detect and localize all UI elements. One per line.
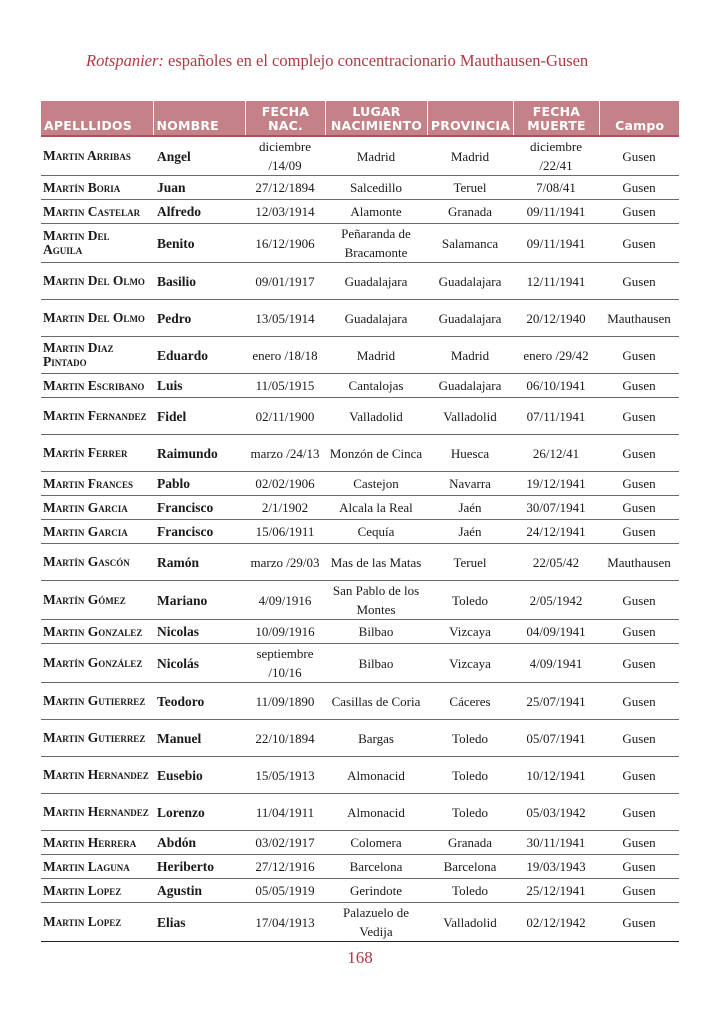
cell-apellidos: Martín Ferrer [41, 435, 153, 472]
table-row [41, 263, 679, 300]
table-row [41, 831, 679, 855]
cell-fecha-muerte: 12/11/1941 [513, 263, 599, 300]
cell-lugar: Bilbao [325, 644, 427, 683]
cell-campo: Gusen [599, 200, 679, 224]
running-head [86, 51, 588, 71]
cell-apellidos: Martin Castelar [41, 200, 153, 224]
cell-apellidos: Martin Frances [41, 472, 153, 496]
cell-fecha-nac: 02/11/1900 [245, 398, 325, 435]
cell-lugar: Almonacid [325, 794, 427, 831]
cell-provincia: Huesca [427, 435, 513, 472]
cell-nombre: Francisco [153, 520, 245, 544]
header-campo [599, 101, 679, 136]
cell-fecha-nac: enero /18/18 [245, 337, 325, 374]
cell-provincia: Granada [427, 200, 513, 224]
cell-provincia: Guadalajara [427, 300, 513, 337]
cell-lugar: Gerindote [325, 879, 427, 903]
cell-lugar: Peñaranda de Bracamonte [325, 224, 427, 263]
cell-campo: Mauthausen [599, 300, 679, 337]
cell-campo: Gusen [599, 374, 679, 398]
table-row [41, 794, 679, 831]
cell-provincia: Toledo [427, 879, 513, 903]
cell-lugar: Castejon [325, 472, 427, 496]
cell-apellidos: Martin Del Olmo [41, 263, 153, 300]
cell-campo: Gusen [599, 879, 679, 903]
cell-campo: Gusen [599, 263, 679, 300]
table-row [41, 620, 679, 644]
table-row [41, 136, 679, 176]
header-line2: PROVINCIA [430, 118, 511, 133]
cell-lugar: Barcelona [325, 855, 427, 879]
cell-campo: Gusen [599, 176, 679, 200]
cell-campo: Gusen [599, 337, 679, 374]
cell-nombre: Pedro [153, 300, 245, 337]
header-fecha-nac [245, 101, 325, 136]
cell-fecha-nac: 17/04/1913 [245, 903, 325, 942]
cell-nombre: Agustin [153, 879, 245, 903]
cell-nombre: Teodoro [153, 683, 245, 720]
cell-nombre: Raimundo [153, 435, 245, 472]
cell-fecha-muerte: 25/12/1941 [513, 879, 599, 903]
cell-lugar: Mas de las Matas [325, 544, 427, 581]
table-row [41, 435, 679, 472]
cell-apellidos: Martin Del Aguila [41, 224, 153, 263]
table-row [41, 520, 679, 544]
cell-nombre: Juan [153, 176, 245, 200]
table-body [41, 136, 679, 942]
table-row [41, 374, 679, 398]
cell-apellidos: Martin Diaz Pintado [41, 337, 153, 374]
cell-nombre: Pablo [153, 472, 245, 496]
cell-provincia: Jaén [427, 520, 513, 544]
cell-fecha-nac: 13/05/1914 [245, 300, 325, 337]
cell-apellidos: Martin Garcia [41, 496, 153, 520]
cell-lugar: Guadalajara [325, 263, 427, 300]
table-row [41, 855, 679, 879]
header-line2: Campo [615, 118, 665, 133]
cell-lugar: Madrid [325, 337, 427, 374]
cell-nombre: Fidel [153, 398, 245, 435]
table-header-row [41, 101, 679, 136]
cell-apellidos: Martin Laguna [41, 855, 153, 879]
header-line2: NOMBRE [156, 118, 219, 133]
cell-apellidos: Martín Gómez [41, 581, 153, 620]
table-row [41, 903, 679, 942]
header-line1: FECHA [261, 104, 310, 119]
header-line1: FECHA [532, 104, 581, 119]
cell-provincia: Vizcaya [427, 644, 513, 683]
cell-apellidos: Martin Fernandez [41, 398, 153, 435]
table-row [41, 224, 679, 263]
cell-fecha-nac: 2/1/1902 [245, 496, 325, 520]
running-head-title: españoles en el complejo concentracionario Mauthausen-Gusen [163, 51, 589, 70]
cell-campo: Gusen [599, 620, 679, 644]
cell-fecha-muerte: 30/07/1941 [513, 496, 599, 520]
cell-lugar: Salcedillo [325, 176, 427, 200]
prisoner-table [41, 101, 679, 942]
cell-campo: Gusen [599, 683, 679, 720]
cell-fecha-muerte: 2/05/1942 [513, 581, 599, 620]
cell-fecha-muerte: 4/09/1941 [513, 644, 599, 683]
cell-provincia: Toledo [427, 757, 513, 794]
cell-campo: Gusen [599, 855, 679, 879]
cell-fecha-nac: 02/02/1906 [245, 472, 325, 496]
cell-nombre: Ramón [153, 544, 245, 581]
cell-fecha-nac: 11/09/1890 [245, 683, 325, 720]
cell-nombre: Benito [153, 224, 245, 263]
cell-provincia: Valladolid [427, 398, 513, 435]
cell-fecha-muerte: 19/03/1943 [513, 855, 599, 879]
cell-provincia: Salamanca [427, 224, 513, 263]
cell-lugar: Alamonte [325, 200, 427, 224]
cell-lugar: Monzón de Cinca [325, 435, 427, 472]
cell-fecha-nac: 4/09/1916 [245, 581, 325, 620]
cell-provincia: Toledo [427, 794, 513, 831]
table-row [41, 398, 679, 435]
header-apellidos [41, 101, 153, 136]
table-row [41, 879, 679, 903]
cell-lugar: Alcala la Real [325, 496, 427, 520]
header-line2: MUERTE [527, 118, 586, 133]
table-row [41, 544, 679, 581]
cell-fecha-muerte: 22/05/42 [513, 544, 599, 581]
cell-fecha-nac: marzo /29/03 [245, 544, 325, 581]
cell-provincia: Teruel [427, 176, 513, 200]
table-row [41, 472, 679, 496]
cell-provincia: Teruel [427, 544, 513, 581]
cell-fecha-muerte: 19/12/1941 [513, 472, 599, 496]
cell-campo: Gusen [599, 496, 679, 520]
cell-provincia: Granada [427, 831, 513, 855]
cell-fecha-muerte: 24/12/1941 [513, 520, 599, 544]
cell-campo: Gusen [599, 581, 679, 620]
cell-lugar: Colomera [325, 831, 427, 855]
cell-campo: Gusen [599, 720, 679, 757]
table-row [41, 200, 679, 224]
cell-nombre: Luis [153, 374, 245, 398]
cell-campo: Gusen [599, 435, 679, 472]
cell-fecha-nac: 09/01/1917 [245, 263, 325, 300]
cell-fecha-nac: 11/04/1911 [245, 794, 325, 831]
cell-apellidos: Martin Garcia [41, 520, 153, 544]
cell-fecha-nac: 03/02/1917 [245, 831, 325, 855]
cell-lugar: San Pablo de los Montes [325, 581, 427, 620]
cell-nombre: Mariano [153, 581, 245, 620]
header-fecha-muerte [513, 101, 599, 136]
cell-apellidos: Martin Escribano [41, 374, 153, 398]
cell-nombre: Eduardo [153, 337, 245, 374]
cell-apellidos: Martin Lopez [41, 903, 153, 942]
cell-fecha-muerte: 30/11/1941 [513, 831, 599, 855]
running-head-italic: Rotspanier: [86, 51, 164, 70]
cell-nombre: Abdón [153, 831, 245, 855]
cell-fecha-muerte: 06/10/1941 [513, 374, 599, 398]
cell-fecha-nac: marzo /24/13 [245, 435, 325, 472]
cell-lugar: Guadalajara [325, 300, 427, 337]
cell-apellidos: Martin Hernandez [41, 794, 153, 831]
cell-lugar: Almonacid [325, 757, 427, 794]
cell-nombre: Nicolas [153, 620, 245, 644]
cell-fecha-nac: septiembre /10/16 [245, 644, 325, 683]
header-line2: NAC. [268, 118, 303, 133]
cell-nombre: Angel [153, 136, 245, 176]
cell-nombre: Alfredo [153, 200, 245, 224]
cell-apellidos: Martín Boria [41, 176, 153, 200]
cell-fecha-muerte: 02/12/1942 [513, 903, 599, 942]
cell-provincia: Toledo [427, 581, 513, 620]
cell-nombre: Heriberto [153, 855, 245, 879]
header-nombre [153, 101, 245, 136]
cell-nombre: Francisco [153, 496, 245, 520]
cell-nombre: Basilio [153, 263, 245, 300]
cell-campo: Gusen [599, 794, 679, 831]
cell-fecha-muerte: 25/07/1941 [513, 683, 599, 720]
cell-nombre: Manuel [153, 720, 245, 757]
table-row [41, 720, 679, 757]
header-line2: NACIMIENTO [330, 118, 423, 133]
cell-apellidos: Martin Del Olmo [41, 300, 153, 337]
cell-fecha-muerte: enero /29/42 [513, 337, 599, 374]
cell-campo: Gusen [599, 903, 679, 942]
table-row [41, 176, 679, 200]
cell-lugar: Valladolid [325, 398, 427, 435]
cell-nombre: Lorenzo [153, 794, 245, 831]
cell-nombre: Nicolás [153, 644, 245, 683]
table-row [41, 337, 679, 374]
header-lugar-nacimiento [325, 101, 427, 136]
cell-campo: Gusen [599, 831, 679, 855]
table-row [41, 581, 679, 620]
cell-fecha-nac: diciembre /14/09 [245, 136, 325, 176]
cell-campo: Gusen [599, 136, 679, 176]
table-row [41, 300, 679, 337]
cell-provincia: Guadalajara [427, 263, 513, 300]
cell-provincia: Valladolid [427, 903, 513, 942]
cell-lugar: Casillas de Coria [325, 683, 427, 720]
cell-fecha-nac: 16/12/1906 [245, 224, 325, 263]
cell-campo: Gusen [599, 644, 679, 683]
page-number: 168 [347, 948, 373, 967]
table-row [41, 757, 679, 794]
cell-fecha-nac: 15/05/1913 [245, 757, 325, 794]
cell-fecha-nac: 05/05/1919 [245, 879, 325, 903]
cell-fecha-muerte: 7/08/41 [513, 176, 599, 200]
cell-nombre: Eusebio [153, 757, 245, 794]
header-line2: APELLLIDOS [44, 118, 132, 133]
cell-fecha-nac: 27/12/1916 [245, 855, 325, 879]
cell-fecha-muerte: 07/11/1941 [513, 398, 599, 435]
cell-campo: Mauthausen [599, 544, 679, 581]
cell-fecha-nac: 27/12/1894 [245, 176, 325, 200]
cell-nombre: Elias [153, 903, 245, 942]
header-provincia [427, 101, 513, 136]
cell-apellidos: Martin Gutierrez [41, 683, 153, 720]
cell-lugar: Madrid [325, 136, 427, 176]
cell-provincia: Madrid [427, 337, 513, 374]
cell-lugar: Bilbao [325, 620, 427, 644]
cell-fecha-nac: 11/05/1915 [245, 374, 325, 398]
cell-fecha-muerte: diciembre /22/41 [513, 136, 599, 176]
cell-provincia: Madrid [427, 136, 513, 176]
cell-provincia: Toledo [427, 720, 513, 757]
cell-lugar: Palazuelo de Vedija [325, 903, 427, 942]
cell-apellidos: Martín González [41, 644, 153, 683]
cell-fecha-muerte: 09/11/1941 [513, 200, 599, 224]
cell-lugar: Bargas [325, 720, 427, 757]
cell-apellidos: Martin Herrera [41, 831, 153, 855]
cell-fecha-muerte: 09/11/1941 [513, 224, 599, 263]
cell-fecha-nac: 12/03/1914 [245, 200, 325, 224]
cell-provincia: Navarra [427, 472, 513, 496]
cell-apellidos: Martin Gutierrez [41, 720, 153, 757]
table-row [41, 496, 679, 520]
cell-fecha-nac: 15/06/1911 [245, 520, 325, 544]
cell-fecha-nac: 22/10/1894 [245, 720, 325, 757]
cell-campo: Gusen [599, 757, 679, 794]
cell-campo: Gusen [599, 398, 679, 435]
cell-campo: Gusen [599, 224, 679, 263]
cell-apellidos: Martín Gascón [41, 544, 153, 581]
cell-campo: Gusen [599, 520, 679, 544]
cell-fecha-muerte: 20/12/1940 [513, 300, 599, 337]
table-row [41, 683, 679, 720]
header-line1: LUGAR [352, 104, 401, 119]
cell-fecha-nac: 10/09/1916 [245, 620, 325, 644]
cell-apellidos: Martin Gonzalez [41, 620, 153, 644]
cell-lugar: Cequía [325, 520, 427, 544]
cell-provincia: Jaén [427, 496, 513, 520]
cell-lugar: Cantalojas [325, 374, 427, 398]
cell-fecha-muerte: 05/07/1941 [513, 720, 599, 757]
cell-provincia: Vizcaya [427, 620, 513, 644]
cell-provincia: Barcelona [427, 855, 513, 879]
cell-fecha-muerte: 04/09/1941 [513, 620, 599, 644]
table-row [41, 644, 679, 683]
cell-fecha-muerte: 10/12/1941 [513, 757, 599, 794]
cell-apellidos: Martin Lopez [41, 879, 153, 903]
cell-campo: Gusen [599, 472, 679, 496]
cell-fecha-muerte: 05/03/1942 [513, 794, 599, 831]
cell-provincia: Cáceres [427, 683, 513, 720]
cell-apellidos: Martin Hernandez [41, 757, 153, 794]
cell-fecha-muerte: 26/12/41 [513, 435, 599, 472]
cell-provincia: Guadalajara [427, 374, 513, 398]
cell-apellidos: Martin Arribas [41, 136, 153, 176]
